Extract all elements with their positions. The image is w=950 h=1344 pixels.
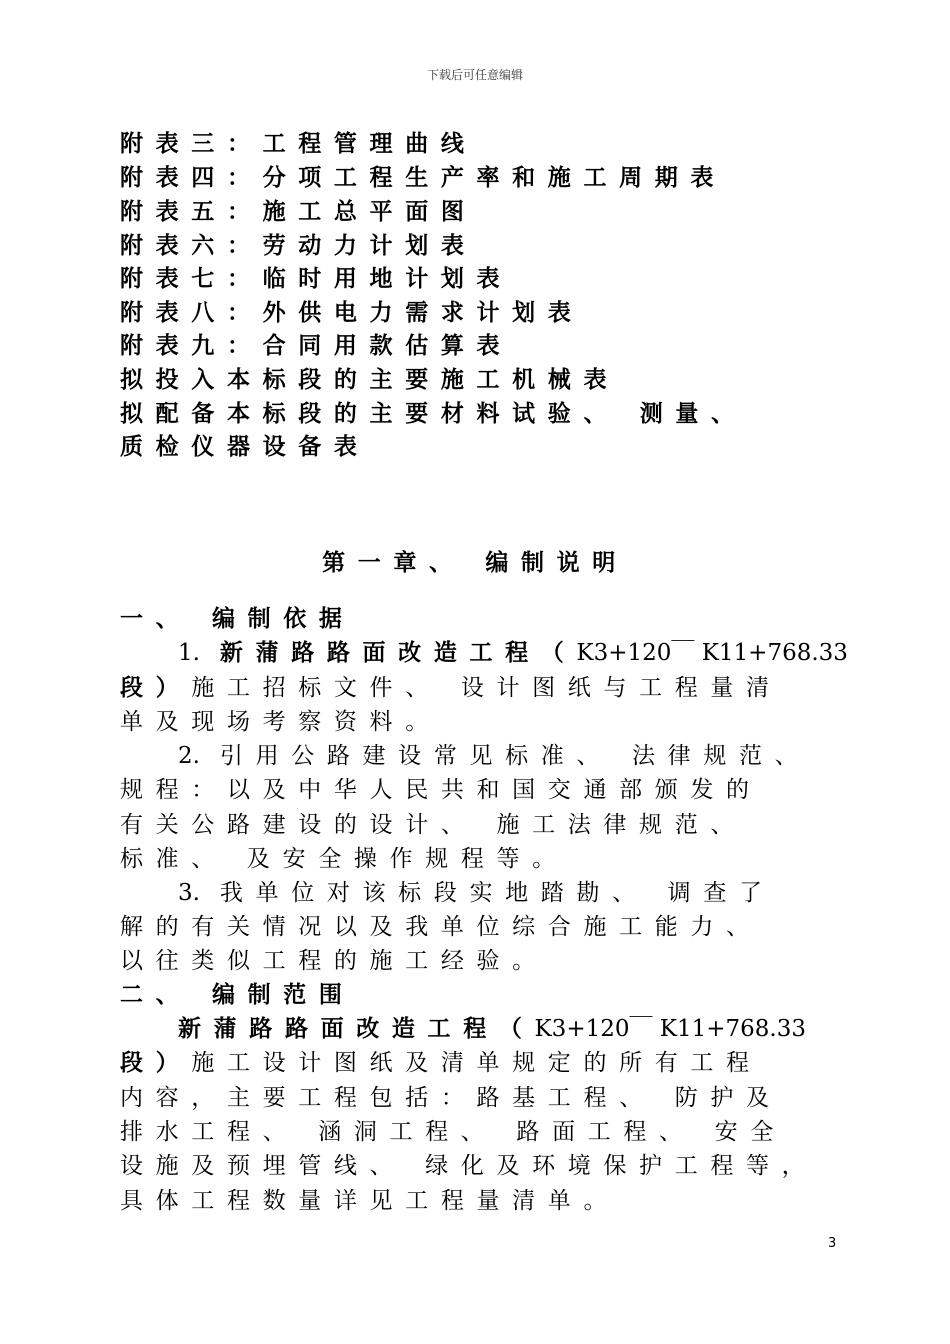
project-name: 新蒲路路面改造工程（ <box>219 640 577 666</box>
paragraph-text: 施工招标文件、 设计图纸与工程量清 <box>191 675 782 701</box>
paragraph-text: 我单位对该标段实地踏勘、 调查了 <box>219 880 775 906</box>
paragraph-text: 施工设计图纸及清单规定的所有工程 <box>191 1050 762 1076</box>
paragraph-line <box>178 638 848 668</box>
paragraph-line: 单及现场考察资料。 <box>120 709 441 735</box>
page-header: 下载后可任意编辑 <box>426 68 523 82</box>
project-name-end: 段） <box>120 675 192 701</box>
paragraph-line <box>178 1014 806 1044</box>
section-heading: 二、 编制范围 <box>120 982 355 1008</box>
paragraph-line: 有关公路建设的设计、 施工法律规范、 <box>120 812 747 838</box>
appendix-line: 质检仪器设备表 <box>120 434 370 460</box>
appendix-line: 附表四：分项工程生产率和施工周期表 <box>120 165 727 191</box>
project-name: 新蒲路路面改造工程（ <box>178 1016 535 1042</box>
paragraph-line <box>120 673 782 703</box>
paragraph-line: 具体工程数量详见工程量清单。 <box>120 1188 620 1214</box>
appendix-line: 附表五：施工总平面图 <box>120 199 477 225</box>
paragraph-line: 规程：以及中华人民共和国交通部颁发的 <box>120 777 762 803</box>
paragraph-line: 排水工程、 涵洞工程、 路面工程、 安全 <box>120 1119 786 1145</box>
appendix-line: 拟投入本标段的主要施工机械表 <box>120 367 620 393</box>
item-number: 2. <box>178 743 200 769</box>
project-code: K3+120￣ K11+768.33 <box>534 1016 806 1042</box>
appendix-line: 附表八：外供电力需求计划表 <box>120 300 584 326</box>
project-name-end: 段） <box>120 1050 192 1076</box>
paragraph-line <box>178 741 810 771</box>
appendix-line: 附表六：劳动力计划表 <box>120 233 477 259</box>
paragraph-line <box>120 1048 762 1078</box>
appendix-line: 附表七：临时用地计划表 <box>120 266 513 292</box>
project-code: K3+120￣ K11+768.33 <box>576 640 848 666</box>
paragraph-line <box>178 878 775 908</box>
paragraph-line: 解的有关情况以及我单位综合施工能力、 <box>120 914 762 940</box>
paragraph-line: 标准、 及安全操作规程等。 <box>120 846 568 872</box>
chapter-title: 第一章、 编制说明 <box>322 550 628 576</box>
item-number: 3. <box>178 880 200 906</box>
section-heading: 一、 编制依据 <box>120 606 355 632</box>
paragraph-line: 设施及预埋管线、 绿化及环境保护工程等， <box>120 1153 818 1179</box>
item-number: 1. <box>178 640 200 666</box>
paragraph-line: 内容，主要工程包括：路基工程、 防护及 <box>120 1085 782 1111</box>
page-number: 3 <box>828 1236 837 1251</box>
appendix-line: 附表九：合同用款估算表 <box>120 333 513 359</box>
appendix-line: 拟配备本标段的主要材料试验、 测量、 <box>120 401 747 427</box>
paragraph-text: 引用公路建设常见标准、 法律规范、 <box>219 743 811 769</box>
paragraph-line: 以往类似工程的施工经验。 <box>120 948 548 974</box>
appendix-line: 附表三：工程管理曲线 <box>120 131 477 157</box>
